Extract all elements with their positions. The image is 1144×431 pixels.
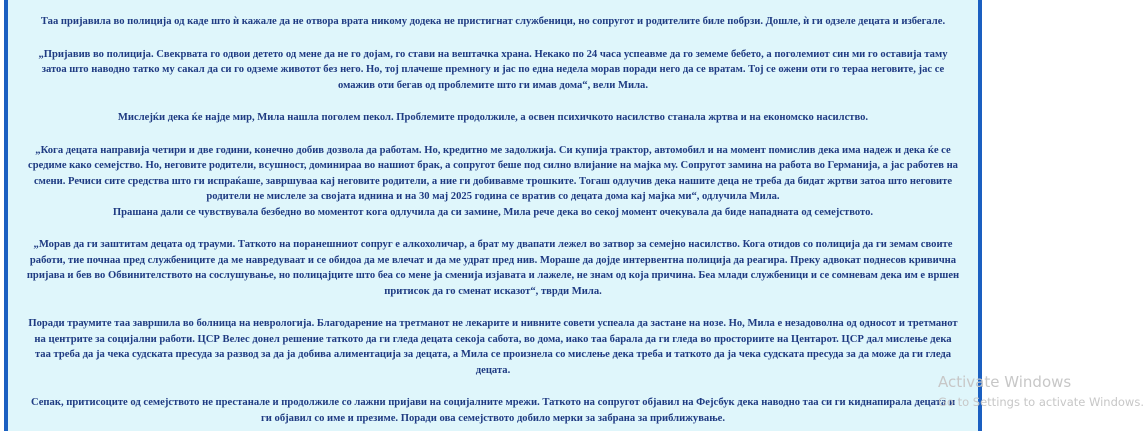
article-paragraph-8: Сепак, притисоците од семејството не престанале и продолжиле со лажни пријави на социјалните мрежи. Таткото на сопругот објавил на Фејсбук дека наводно таа си ги киднапирала децата и ги објавил со име и презиме. Поради ова семејството добило мерки за забрана за приближување.	[30, 397, 956, 424]
article-paragraph-4-quote: „Кога децата направија четири и две години, конечно добив дозвола да работам. Но, кредитно ме задолжија. Си купија трактор, автомобил и на момент помислив дека има надеж и дека ќе се средиме како семејство. Но, неговите родители, всушност, доминираа во нашиот брак, а сопругот беше под силно влијание на мајка му. Сопругот замина на работа во Германија, а јас работев на смени. Речиси сите средства што ги испраќаше, завршуваа кај неговите родители, а ние ги добивавме трошките. Тогаш одлучив дека нашите деца не треба да бидат жртви затоа што неговите родители не мислеле за својата иднина и на 30 мај 2025 година се вратив со децата дома кај мајка ми“, одлучила Мила.	[28, 144, 958, 202]
article-paragraph-3: Мислејќи дека ќе најде мир, Мила нашла поголем пекол. Проблемите продолжиле, а освен психичкото насилство станала жртва и на економско насилство.	[117, 112, 869, 123]
article-paragraph-5: Прашана дали се чувствувала безбедно во моментот кога одлучила да си замине, Мила рече дека во секој момент очекувала да биде нападната од семејството.	[112, 206, 874, 218]
article-panel	[4, 0, 982, 431]
watermark-title: Activate Windows	[938, 373, 1072, 391]
article-paragraph-7: Поради траумите таа завршила во болница на неврологија. Благодарение на третманот не лекарите и нивните совети успеала да застане на нозе. Но, Мила е незадоволна од односот и третманот на центрите за социјални работи. ЦСР Велес донел решение таткото да ги гледа децата секоја сабота, во дома, иако таа барала да ги гледа во просториите на Центарот. ЦСР дал мислење дека таа треба да ја чека судската пресуда за развод за да ја добива алиментација за децата, а Мила се произнела со мислење дека треба и таткото да ја чека судската пресуда за да може да ги гледа децата.	[28, 318, 958, 376]
article-paragraph-6: „Морав да ги заштитам децата од трауми. Таткото на поранешниот сопруг е алкохоличар, а брат му двапати лежел во затвор за семејно насилство. Кога отидов со полиција да ги земам своите работи, тие почнаа пред службениците да ме навредуваат и се обидоа да ме влечат и да ме удрат пред нив. Мораше да дојде интервентна полиција да реагира. Преку адвокат поднесов кривична пријава и бев во Обвинителството на сослушување, но полицајците што беа со мене ја сменија изјавата и лажеле, не знам од која причина. Беа млади службеници и се сомневам дека им е вршен притисок да го сменат исказот“, тврди Мила.	[26, 239, 960, 297]
watermark-subtitle: Go to Settings to activate Windows.	[938, 395, 1144, 409]
article-paragraph-4	[26, 143, 960, 221]
article-paragraph-2: „Пријавив во полиција. Свекрвата го одвои детето од мене да не го дојам, го стави на вештачка храна. Некако по 24 часа успеавме да го земеме бебето, а поголемиот син ми го оставија таму затоа што наводно татко му сакал да си го одземе животот без него. Но, тој плачеше премногу и јас по една недела морав поради него да се вратам. Тој се ожени оти го тераа неговите, јас се омажив оти бегав од проблемите што ги имав дома“, вели Мила.	[38, 48, 948, 91]
article-paragraph-1: Таа пријавила во полиција од каде што ѝ кажале да не отвора врата никому додека не пристигнат службеници, но сопругот и родителите биле побрзи. Дошле, ѝ ги одзеле децата и избегале.	[40, 16, 946, 27]
